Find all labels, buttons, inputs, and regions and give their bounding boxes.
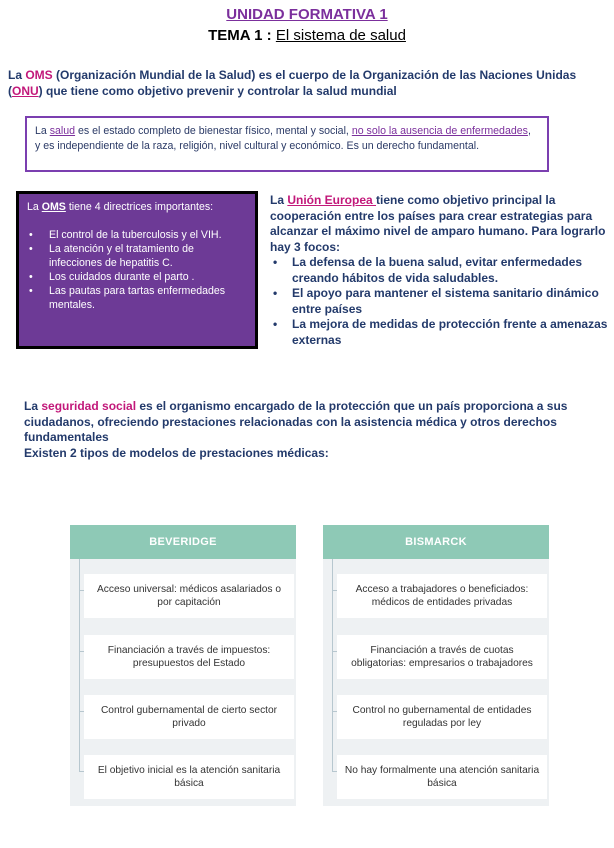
- onu-term: ONU: [12, 84, 39, 98]
- ue-focus-list: [270, 255, 610, 348]
- oms-term-box: OMS: [41, 201, 66, 213]
- list-item: • La mejora de medidas de protección frente a amenazas externas: [270, 317, 610, 348]
- beveridge-item: Control gubernamental de cierto sector privado: [84, 695, 294, 739]
- bismarck-item: Control no gubernamental de entidades reguladas por ley: [337, 695, 547, 739]
- list-item: • La atención y el tratamiento de infecciones de hepatitis C.: [27, 242, 247, 270]
- seguridad-social-section: [24, 399, 594, 461]
- list-item: • El apoyo para mantener el sistema sanitario dinámico entre países: [270, 286, 610, 317]
- oms-directives-list: [27, 228, 247, 312]
- salud-term: salud: [49, 125, 76, 137]
- unit-title: UNIDAD FORMATIVA 1: [226, 6, 388, 23]
- ue-term: Unión Europea: [287, 193, 377, 207]
- list-item: • El control de la tuberculosis y el VIH.: [27, 228, 247, 242]
- union-europea-paragraph: La Unión Europea tiene como objetivo principal la cooperación entre los países para crear estrategias para alcanzar el máximo nivel de amparo humano. Para lograrlo hay 3 focos:: [270, 193, 606, 254]
- beveridge-item: Acceso universal: médicos asalariados o por capitación: [84, 574, 294, 618]
- topic-title: [0, 27, 614, 44]
- union-europea-section: [270, 193, 610, 348]
- seguridad-social-paragraph: La seguridad social es el organismo encargado de la protección que un país proporciona a sus ciudadanos, ofreciendo prestaciones relacionadas con la asistencia médica y otros derechos fundamentales: [24, 399, 568, 444]
- topic-prefix: TEMA 1 :: [208, 27, 272, 44]
- list-item: • La defensa de la buena salud, evitar enfermedades creando hábitos de vida saludables.: [270, 255, 610, 286]
- list-item: • Las pautas para tartas enfermedades mentales.: [27, 284, 247, 312]
- list-item: • Los cuidados durante el parto .: [27, 270, 247, 284]
- bismarck-item: Acceso a trabajadores o beneficiados: médicos de entidades privadas: [337, 574, 547, 618]
- beveridge-header: BEVERIDGE: [70, 525, 296, 559]
- bismarck-item: Financiación a través de cuotas obligatorias: empresarios o trabajadores: [337, 635, 547, 679]
- oms-directives-heading: La OMS tiene 4 directrices importantes:: [27, 201, 214, 213]
- beveridge-item: Financiación a través de impuestos: presupuestos del Estado: [84, 635, 294, 679]
- models-intro: Existen 2 tipos de modelos de prestaciones médicas:: [24, 445, 329, 460]
- bismarck-item: No hay formalmente una atención sanitaria básica: [337, 755, 547, 799]
- bismarck-header: BISMARCK: [323, 525, 549, 559]
- health-definition-box: La salud es el estado completo de bienestar físico, mental y social, no solo la ausencia de enfermedades, y es independiente de la raza, religión, nivel cultural y económico. Es un derecho fundamental.: [25, 116, 549, 172]
- topic-name: El sistema de salud: [275, 27, 406, 44]
- oms-term: OMS: [25, 68, 53, 82]
- oms-intro-paragraph: La OMS (Organización Mundial de la Salud) es el cuerpo de la Organización de las Naciones Unidas (ONU) que tiene como objetivo prevenir y controlar la salud mundial: [8, 68, 577, 98]
- beveridge-item: El objetivo inicial es la atención sanitaria básica: [84, 755, 294, 799]
- ss-term: seguridad social: [41, 399, 137, 413]
- oms-directives-box: [16, 191, 258, 349]
- definition-link: no solo la ausencia de enfermedades: [351, 125, 528, 137]
